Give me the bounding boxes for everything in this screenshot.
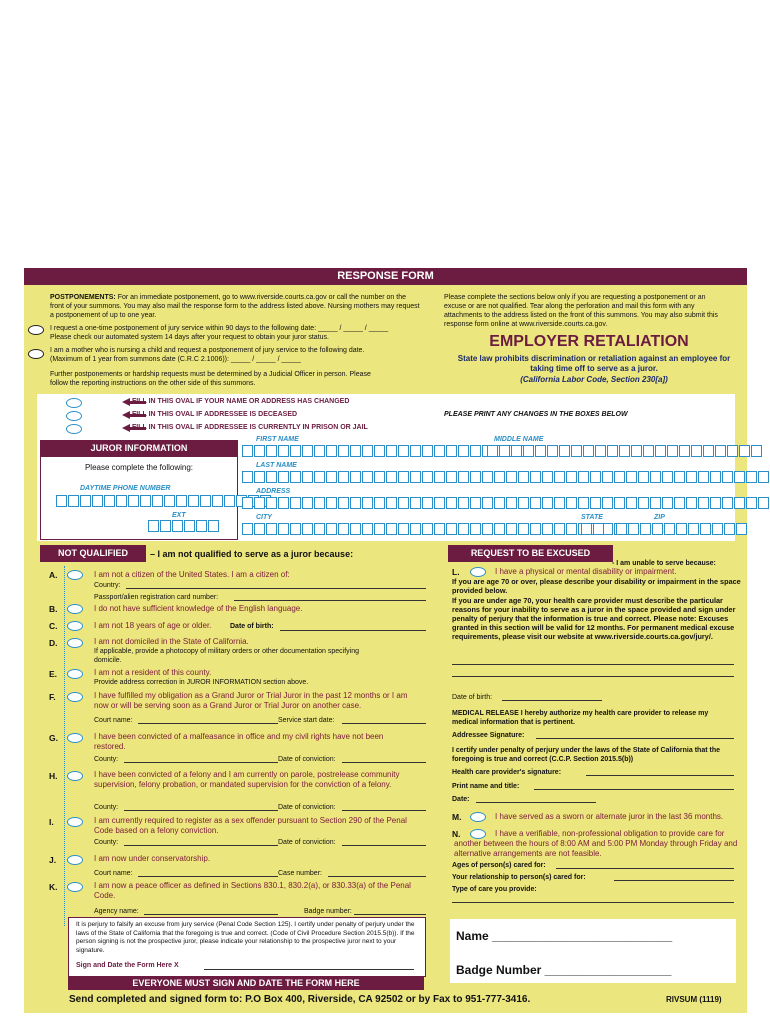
option-a-country: Country: [94, 582, 121, 589]
excused-dob: Date of birth: [452, 694, 493, 701]
option-j-oval[interactable] [67, 855, 83, 865]
not-qualified-title: NOT QUALIFIED [40, 545, 146, 562]
option-k-text: I am now a peace officer as defined in Sections 830.1, 830.2(a), or 830.33(a) of the Penal Code. [94, 881, 411, 900]
option-i-text: I am currently required to register as a sex offender pursuant to Section 290 of the Penal Code based on a felony conviction. [94, 816, 407, 835]
option-h-county: County: [94, 804, 119, 811]
form-title-bar: RESPONSE FORM [24, 268, 747, 285]
option-e-sub: Provide address correction in JUROR INFORMATION section above. [94, 679, 309, 686]
option-b-text: I do not have sufficient knowledge of the English language. [94, 604, 303, 613]
option-f-start: Service start date: [278, 717, 335, 724]
further-postponements: Further postponements or hardship requests must be determined by a Judicial Officer in person. Please follow the reporting instructions on the other side of this summons. [50, 371, 371, 387]
option-c-text: I am not 18 years of age or older. [94, 621, 212, 630]
option-e-oval[interactable] [67, 669, 83, 679]
sign-here-label: Sign and Date the Form Here X [76, 962, 179, 969]
first-name-label: FIRST NAME [256, 436, 299, 443]
name-field[interactable]: Name ___________________________ [456, 929, 673, 943]
option-k-agency: Agency name: [94, 908, 139, 915]
letter-e: E. [49, 669, 58, 679]
option-h-date: Date of conviction: [278, 804, 336, 811]
option-m-text: I have served as a sworn or alternate juror in the last 36 months. [495, 812, 724, 821]
option-l-age70: If you are age 70 or over, please describe your disability or impairment in the space provided below. [452, 577, 741, 595]
last-name-input[interactable] [242, 471, 770, 483]
option-j-text: I am now under conservatorship. [94, 854, 211, 863]
last-name-label: LAST NAME [256, 462, 297, 469]
option-a-oval[interactable] [67, 570, 83, 580]
option-e-text: I am not a resident of this county. [94, 668, 212, 677]
letter-i: I. [49, 817, 54, 827]
form-code: RIVSUM (1119) [666, 995, 722, 1004]
print-name: Print name and title: [452, 783, 520, 790]
option-m-oval[interactable] [470, 812, 486, 822]
phone-input[interactable] [56, 495, 272, 507]
option-a-text: I am not a citizen of the United States. I am a citizen of: [94, 570, 290, 579]
option-f-oval[interactable] [67, 692, 83, 702]
option-j-case: Case number: [278, 870, 322, 877]
address-input[interactable] [242, 497, 770, 509]
type-of-care: Type of care you provide: [452, 886, 537, 893]
option-d-oval[interactable] [67, 638, 83, 648]
certify-text: I certify under penalty of perjury under the laws of the State of California that the foregoing is true and correct (C.C.P. Section 2015.5(b)) [452, 747, 720, 763]
name-changed-label: FILL IN THIS OVAL IF YOUR NAME OR ADDRESS HAS CHANGED [132, 398, 350, 405]
option-l-text: I have a physical or mental disability or impairment. [495, 567, 677, 576]
letter-k: K. [49, 882, 58, 892]
address-label: ADDRESS [256, 488, 291, 495]
state-input[interactable] [581, 523, 605, 535]
option-k-badge: Badge number: [304, 908, 352, 915]
option-f-court: Court name: [94, 717, 133, 724]
option-b-oval[interactable] [67, 604, 83, 614]
letter-n: N. [452, 829, 461, 839]
zip-label: ZIP [654, 514, 665, 521]
relationship: Your relationship to person(s) cared for: [452, 874, 586, 881]
middle-name-label: MIDDLE NAME [494, 436, 544, 443]
option-d-sub: If applicable, provide a photocopy of military orders or other documentation specifying domicile. [94, 648, 359, 664]
juror-info-title: JUROR INFORMATION [40, 440, 238, 456]
option-j-court: Court name: [94, 870, 133, 877]
option-l-under70: If you are under age 70, your health care provider must describe the particular reasons for your inability to serve as a juror in the space provided and sign under penalty of perjury that the information is true and correct. Please note: Excuses granted in this section will be valid for 12 months. For permanent medical excuse requirements, please visit our website at www.riverside.courts.ca.gov/jury/. [452, 596, 736, 641]
letter-h: H. [49, 771, 58, 781]
deceased-label: FILL IN THIS OVAL IF ADDRESSEE IS DECEASED [132, 411, 298, 418]
option-g-county: County: [94, 756, 119, 763]
option-l-oval[interactable] [470, 567, 486, 577]
prison-oval[interactable] [66, 424, 82, 434]
retaliation-body: State law prohibits discrimination or retaliation against an employee for taking time off to serve as a juror. [457, 354, 731, 373]
option-i-county: County: [94, 839, 119, 846]
signature-line[interactable] [204, 969, 414, 970]
letter-g: G. [49, 733, 58, 743]
letter-b: B. [49, 604, 58, 614]
instructions-text: Please complete the sections below only if you are requesting a postponement or an excuse or are not qualified. Tear along the perforation and mail this form with any attachments to the address listed on the front of this summons. You may also submit this response form online at www.riverside.courts.ca.gov. [444, 294, 718, 328]
postponements-label: POSTPONEMENTS: [50, 294, 116, 301]
please-complete: Please complete the following: [84, 463, 194, 472]
postpone-nursing-oval[interactable] [28, 349, 44, 359]
letter-a: A. [49, 570, 58, 580]
hcp-signature: Health care provider's signature: [452, 769, 562, 776]
excused-title: REQUEST TO BE EXCUSED [448, 545, 613, 562]
city-label: CITY [256, 514, 272, 521]
send-form-text: Send completed and signed form to: P.O Box 400, Riverside, CA 92502 or by Fax to 951-777-3416. [69, 994, 531, 1005]
name-changed-oval[interactable] [66, 398, 82, 408]
ext-label: EXT [172, 512, 186, 519]
badge-field[interactable]: Badge Number ___________________ [456, 963, 672, 977]
option-h-text: I have been convicted of a felony and I am currently on parole, postrelease community supervision, felony probation, or mandated supervision for the conviction of a felony. [94, 770, 400, 789]
middle-name-input[interactable] [487, 445, 763, 457]
zip-input[interactable] [616, 523, 748, 535]
unable-heading: - I am unable to serve because: [612, 560, 716, 567]
deceased-oval[interactable] [66, 411, 82, 421]
option-n-text: I have a verifiable, non-professional obligation to provide care for another between the hours of 8:00 AM and 5:00 PM Monday through Friday and alternative arrangements are not feasible. [454, 829, 738, 858]
option-i-oval[interactable] [67, 817, 83, 827]
city-input[interactable] [242, 523, 638, 535]
letter-m: M. [452, 812, 462, 822]
option-i-date: Date of conviction: [278, 839, 336, 846]
postponements-intro [50, 293, 420, 320]
letter-j: J. [49, 855, 57, 865]
retaliation-title: EMPLOYER RETALIATION [489, 333, 689, 350]
retaliation-cite: (California Labor Code, Section 230[a]) [520, 375, 668, 384]
letter-l: L. [452, 567, 460, 577]
option-h-oval[interactable] [67, 771, 83, 781]
option-c-dob: Date of birth: [230, 623, 274, 630]
state-label: STATE [581, 514, 603, 521]
phone-label: DAYTIME PHONE NUMBER [80, 485, 171, 492]
excused-date: Date: [452, 796, 470, 803]
option-a-passport: Passport/alien registration card number: [94, 594, 219, 601]
postpone-nursing-text: I am a mother who is nursing a child and request a postponement of jury service to the following date. (Maximum of 1 year from summons date (C.R.C 2.1006)): _____ / _____ / _____ [50, 347, 365, 363]
ext-input[interactable] [148, 520, 220, 532]
option-g-date: Date of conviction: [278, 756, 336, 763]
option-f-text: I have fulfilled my obligation as a Grand Juror or Trial Juror in the past 12 months or I am now or will be serving soon as a Grand Juror or Trial Juror on another case. [94, 691, 408, 710]
letter-f: F. [49, 692, 56, 702]
letter-c: C. [49, 621, 58, 631]
perjury-text: It is perjury to falsify an excuse from jury service (Penal Code Section 125). I certify under penalty of perjury under the laws of the State of California that the foregoing is true and correct. (Code of Civil Procedure Section 2015.5(b)). If the person signing is not the prospective juror, please indicate your relationship to the prospective juror next to your signature. [76, 921, 415, 954]
option-c-oval[interactable] [67, 621, 83, 631]
postpone-90-oval[interactable] [28, 325, 44, 335]
option-g-text: I have been convicted of a malfeasance in office and my civil rights have not been restored. [94, 732, 384, 751]
medical-release: MEDICAL RELEASE I hereby authorize my health care provider to release my medical information that is pertinent. [452, 710, 709, 726]
ages-cared: Ages of person(s) cared for: [452, 862, 546, 869]
option-k-oval[interactable] [67, 882, 83, 892]
option-g-oval[interactable] [67, 733, 83, 743]
prison-label: FILL IN THIS OVAL IF ADDRESSEE IS CURRENTLY IN PRISON OR JAIL [132, 424, 368, 431]
postpone-90-text: I request a one-time postponement of jury service within 90 days to the following date: _____ / _____ / _____ Please check our automated system 14 days after your request to obtain your juror status. [50, 325, 389, 341]
not-qualified-heading: – I am not qualified to serve as a juror because: [150, 549, 354, 559]
letter-d: D. [49, 638, 58, 648]
must-sign-bar: EVERYONE MUST SIGN AND DATE THE FORM HERE [68, 976, 424, 990]
addressee-signature: Addressee Signature: [452, 732, 525, 739]
response-form [24, 268, 747, 1013]
option-d-text: I am not domiciled in the State of California. [94, 637, 249, 646]
postponements-text: For an immediate postponement, go to www.riverside.courts.ca.gov or call the number on the front of your summons. You may also mail the response form to the address listed above. Nursing mothers may request a postponement of up to one year. [50, 294, 420, 319]
print-changes-note: PLEASE PRINT ANY CHANGES IN THE BOXES BELOW [444, 411, 628, 418]
